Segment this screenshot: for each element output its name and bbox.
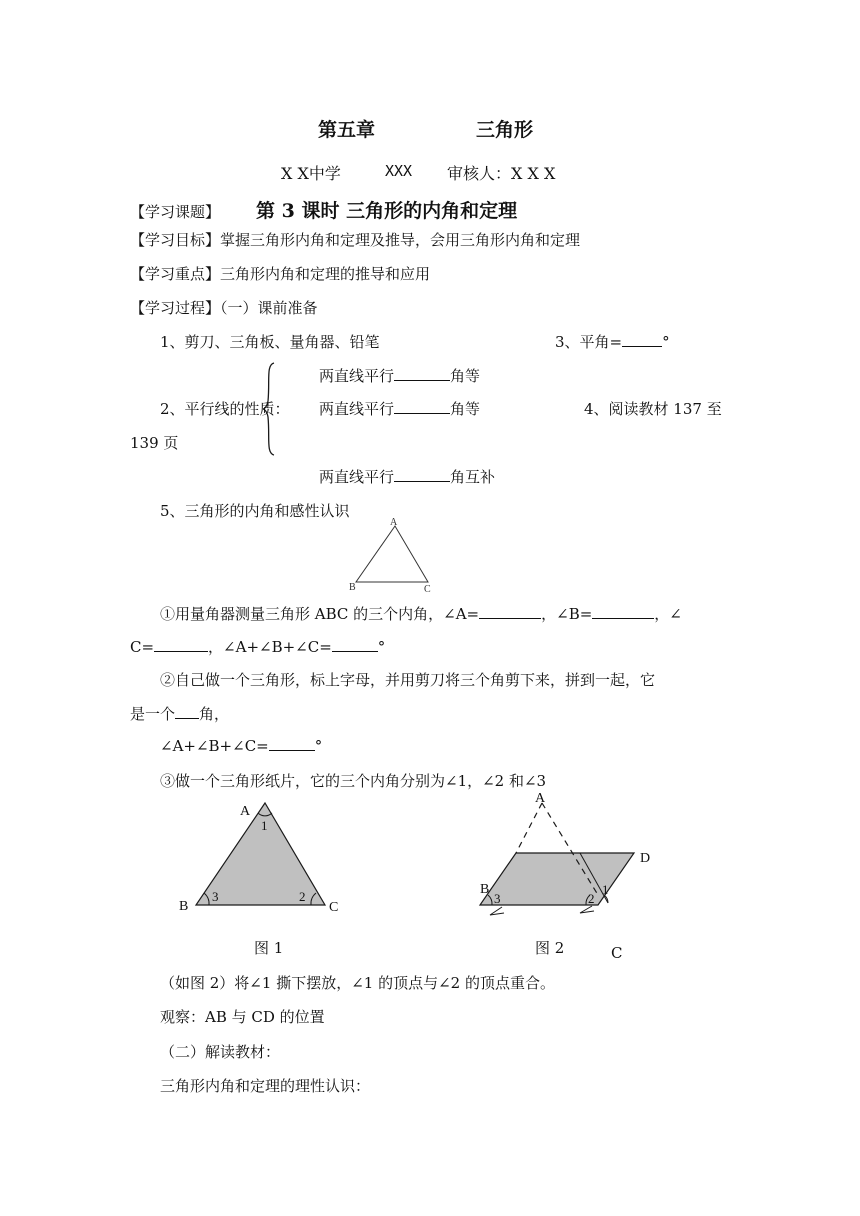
q2-degree: ° bbox=[314, 737, 323, 755]
angle-sum-blank bbox=[332, 637, 378, 652]
chapter-number: 第五章 bbox=[318, 119, 376, 141]
parallel-row-1 bbox=[319, 365, 480, 386]
figure-2-caption: 图 2 bbox=[535, 939, 565, 957]
focus-text: 三角形内角和定理的推导和应用 bbox=[220, 265, 431, 283]
parallel-suffix-1: 角等 bbox=[450, 367, 481, 385]
parallel-row-3 bbox=[319, 466, 495, 487]
vertex-b-label: B bbox=[349, 582, 356, 593]
chapter-title: 三角形 bbox=[476, 119, 534, 141]
school-name: X X中学 bbox=[281, 164, 341, 183]
q2-line-3 bbox=[160, 736, 322, 755]
angle-sum-blank-2 bbox=[269, 736, 315, 751]
vertex-c-label: C bbox=[424, 584, 431, 595]
prep-item-4-continued: 139 页 bbox=[130, 434, 179, 452]
parallel-prefix: 两直线平行 bbox=[319, 468, 395, 486]
goal-tag: 【学习目标】 bbox=[130, 231, 221, 249]
parallel-suffix-3: 角互补 bbox=[450, 468, 496, 486]
q2-text-a: 是一个 bbox=[130, 705, 176, 723]
figure-1-caption: 图 1 bbox=[254, 939, 284, 957]
fig1-angle-3: 3 bbox=[212, 889, 219, 904]
fig1-vertex-a: A bbox=[240, 804, 251, 819]
angle-b-blank bbox=[592, 604, 654, 619]
straight-angle-blank bbox=[622, 332, 662, 347]
fig2-mark-right bbox=[580, 906, 594, 913]
process-text: （一）课前准备 bbox=[220, 299, 318, 317]
fig2-angle-2: 2 bbox=[588, 891, 595, 906]
reviewer: 审核人：X X X bbox=[447, 164, 556, 183]
parallel-prefix: 两直线平行 bbox=[319, 400, 395, 418]
prep-item-1: 1、剪刀、三角板、量角器、铅笔 bbox=[160, 333, 380, 351]
straight-angle-label: 3、平角= bbox=[555, 333, 623, 351]
q2-line-1: ②自己做一个三角形，标上字母，并用剪刀将三个角剪下来，拼到一起，它 bbox=[160, 671, 656, 689]
q1-text-b: ，∠B= bbox=[541, 605, 593, 623]
q1-text-c: ，∠ bbox=[654, 605, 682, 623]
fig2-vertex-c: C bbox=[611, 944, 623, 962]
lesson-topic: 第 3 课时 三角形的内角和定理 bbox=[256, 200, 518, 222]
parallel-suffix-2: 角等 bbox=[450, 400, 481, 418]
topic-tag: 【学习课题】 bbox=[130, 203, 221, 221]
observe-line: 观察：AB 与 CD 的位置 bbox=[160, 1008, 325, 1026]
angle-type-blank bbox=[175, 704, 199, 719]
fig2-instruction: （如图 2）将∠1 撕下摆放，∠1 的顶点与∠2 的顶点重合。 bbox=[160, 974, 555, 992]
q1-text-d: C= bbox=[130, 638, 155, 656]
q3-line-1: ③做一个三角形纸片，它的三个内角分别为∠1，∠2 和∠3 bbox=[160, 772, 547, 790]
author-name: XXX bbox=[385, 162, 413, 180]
fig2-vertex-d: D bbox=[640, 851, 651, 866]
parallel-blank-1 bbox=[394, 366, 450, 381]
fig2-mark-left bbox=[490, 907, 504, 915]
vertex-a-label: A bbox=[390, 517, 398, 528]
parallel-row-2 bbox=[319, 398, 480, 419]
fig1-vertex-b: B bbox=[179, 899, 189, 914]
prep-item-2: 2、平行线的性质： bbox=[160, 400, 290, 418]
fig1-angle-2: 2 bbox=[299, 889, 306, 904]
process-line bbox=[130, 297, 318, 318]
focus-line bbox=[130, 263, 430, 284]
fig1-angle-1: 1 bbox=[261, 818, 268, 833]
prep-item-5: 5、三角形的内角和感性认识 bbox=[160, 502, 350, 520]
fig2-vertex-b: B bbox=[480, 882, 490, 897]
prep-item-4: 4、阅读教材 137 至 bbox=[584, 400, 722, 418]
focus-tag: 【学习重点】 bbox=[130, 265, 221, 283]
fig1-vertex-c: C bbox=[329, 900, 339, 915]
goal-line bbox=[130, 229, 580, 250]
degree-sign: ° bbox=[662, 333, 670, 351]
q1-degree: ° bbox=[377, 638, 386, 656]
q2-text-c: ∠A+∠B+∠C= bbox=[160, 737, 269, 755]
q1-line-2 bbox=[130, 636, 385, 657]
process-tag: 【学习过程】 bbox=[130, 299, 221, 317]
fig2-angle-1: 1 bbox=[602, 882, 609, 897]
figure-2-parallelogram bbox=[470, 785, 670, 920]
q1-line-1 bbox=[160, 603, 682, 624]
angle-a-blank bbox=[479, 604, 541, 619]
fig2-vertex-a: A bbox=[535, 791, 546, 806]
goal-text: 掌握三角形内角和定理及推导，会用三角形内角和定理 bbox=[220, 231, 581, 249]
section-2-heading: （二）解读教材： bbox=[160, 1043, 281, 1061]
q2-text-b: 角， bbox=[199, 705, 230, 723]
parallel-prefix: 两直线平行 bbox=[319, 367, 395, 385]
q1-text-a: ①用量角器测量三角形 ABC 的三个内角，∠A= bbox=[160, 605, 480, 623]
q2-line-2 bbox=[130, 703, 229, 724]
figure-1-triangle bbox=[170, 795, 360, 920]
q1-text-e: ，∠A+∠B+∠C= bbox=[208, 638, 332, 656]
rational-understanding: 三角形内角和定理的理性认识： bbox=[160, 1077, 371, 1095]
angle-c-blank bbox=[154, 637, 208, 652]
parallel-blank-2 bbox=[394, 399, 450, 414]
fig2-angle-3: 3 bbox=[494, 891, 501, 906]
parallel-blank-3 bbox=[394, 467, 450, 482]
prep-item-3 bbox=[555, 331, 670, 352]
triangle-abc-diagram bbox=[340, 514, 450, 598]
